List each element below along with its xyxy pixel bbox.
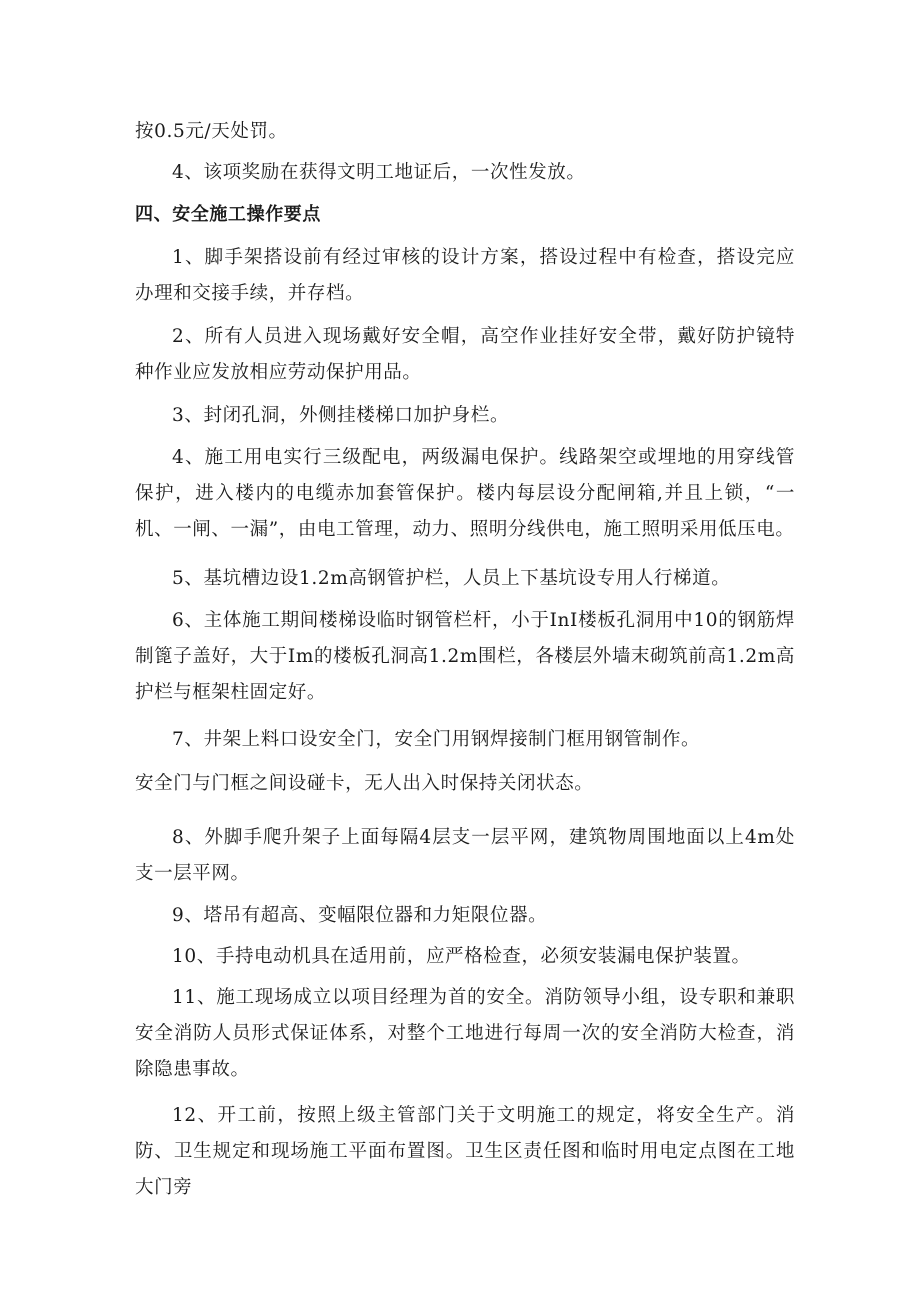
paragraph-penalty-tail: 按0.5元/天处罚。 (135, 121, 288, 142)
paragraph-item-12: 12、开工前，按照上级主管部门关于文明施工的规定，将安全生产。消防、卫生规定和现场施工平面布置图。卫生区责任图和临时用电定点图在工地大门旁 (135, 1105, 795, 1198)
paragraph-item-11: 11、施工现场成立以项目经理为首的安全。消防领导小组，设专职和兼职安全消防人员形式保证体系，对整个工地进行每周一次的安全消防大检查，消除隐患事故。 (135, 987, 795, 1080)
paragraph-item-1: 1、脚手架搭设前有经过审核的设计方案，搭设过程中有检查，搭设完应办理和交接手续，并存档。 (135, 247, 795, 304)
paragraph-item-4-reward: 4、该项奖励在获得文明工地证后，一次性发放。 (172, 162, 586, 183)
paragraph-item-8: 8、外脚手爬升架子上面每隔4层支一层平网，建筑物周围地面以上4m处支一层平网。 (135, 827, 795, 884)
paragraph-item-4-electric: 4、施工用电实行三级配电，两级漏电保护。线路架空或埋地的用穿线管保护，进入楼内的电缆赤加套管保护。楼内每层设分配闸箱,并且上锁，“一机、一闸、一漏”，由电工管理，动力、照明分线供电，施工照明采用低压电。 (135, 447, 795, 540)
paragraph-item-7-continued: 安全门与门框之间设碰卡，无人出入时保持关闭状态。 (135, 773, 594, 794)
section-heading-safety: 四、安全施工操作要点 (135, 204, 321, 225)
paragraph-item-3: 3、封闭孔洞，外侧挂楼梯口加护身栏。 (172, 405, 510, 426)
paragraph-item-6: 6、主体施工期间楼梯设临时钢管栏杆，小于InI楼板孔洞用中10的钢筋焊制篦子盖好，大于Im的楼板孔洞高1.2m围栏，各楼层外墙末砌筑前高1.2m高护栏与框架柱固定好。 (135, 610, 795, 703)
paragraph-item-10: 10、手持电动机具在适用前，应严格检查，必须安装漏电保护装置。 (172, 946, 751, 967)
paragraph-item-9: 9、塔吊有超高、变幅限位器和力矩限位器。 (172, 905, 548, 926)
paragraph-item-5: 5、基坑槽边设1.2m高钢管护栏，人员上下基坑设专用人行梯道。 (172, 568, 731, 589)
paragraph-item-2: 2、所有人员进入现场戴好安全帽，高空作业挂好安全带，戴好防护镜特种作业应发放相应劳动保护用品。 (135, 326, 795, 383)
paragraph-item-7: 7、井架上料口设安全门，安全门用钢焊接制门框用钢管制作。 (172, 729, 701, 750)
